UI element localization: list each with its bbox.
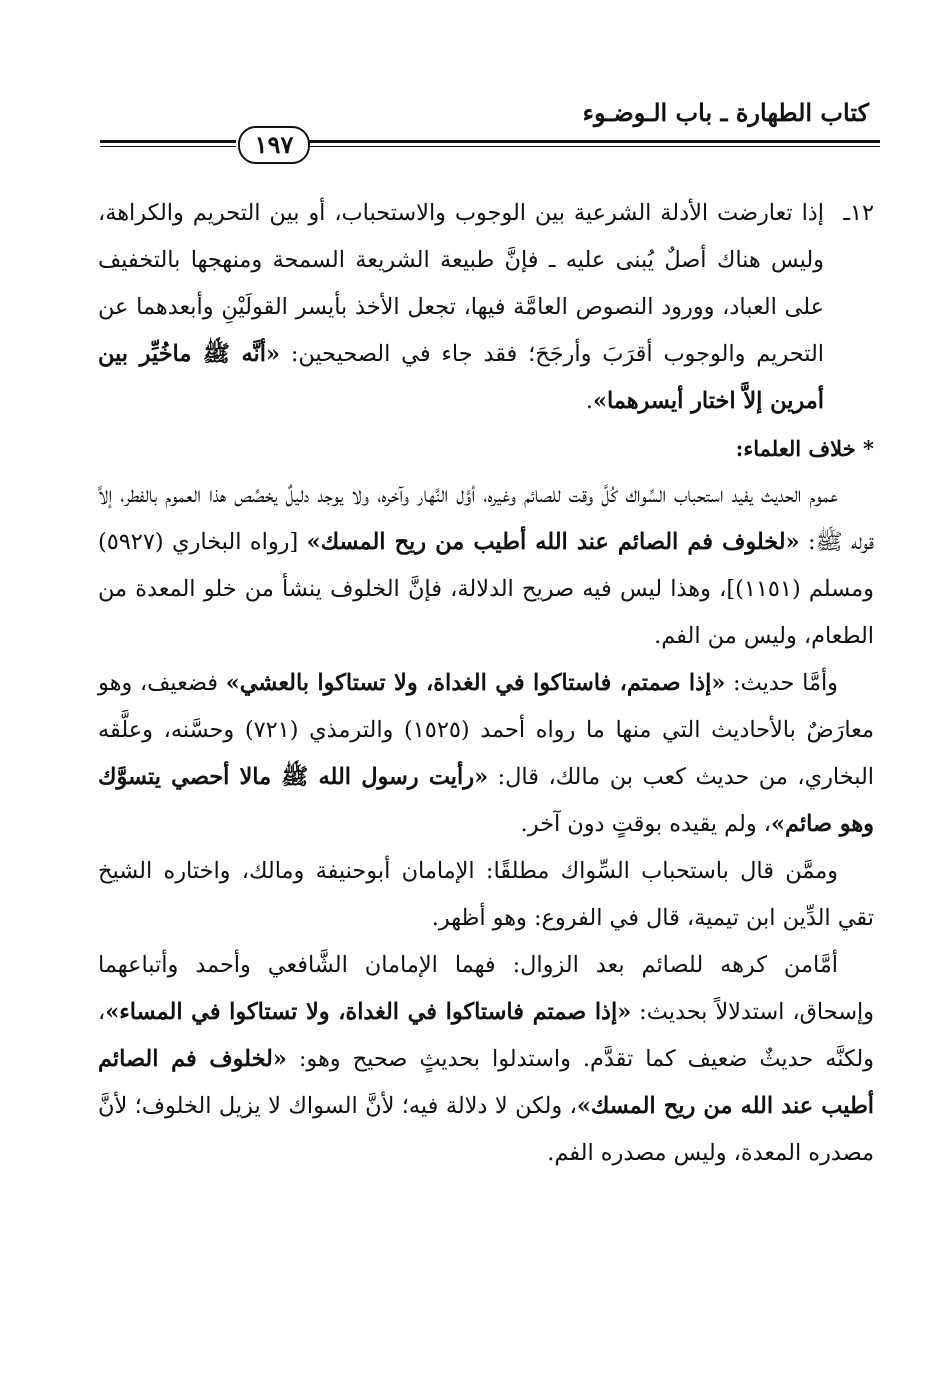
item-number: ١٢ـ — [843, 200, 874, 226]
running-header-title: كتاب الطهارة ـ باب الـوضـوء — [582, 98, 869, 127]
page-number: ١٩٧ — [238, 126, 310, 164]
p4-quote-2: «لخلوف فم الصائم أطيب عند الله من ريح المسك» — [98, 1046, 874, 1119]
header-rule-left — [100, 140, 236, 147]
item-12-quote: «أنَّه ﷺ ماخُيِّر بين أمرين إلاَّ اختار أيسرهما» — [98, 341, 824, 414]
p4-text-1: أمَّامن كرهه للصائم بعد الزوال: فهما الإمامان الشَّافعي وأحمد وأتباعهما وإسحاق، استدلالاً بحديث: — [98, 952, 874, 1025]
paragraph-1 — [98, 472, 874, 660]
p4-text-3: ، ولكن لا دلالة فيه؛ لأنَّ السواك لا يزيل الخلوف؛ لأنَّ مصدره المعدة، وليس مصدره الفم. — [98, 1093, 874, 1166]
p1-text-2: [رواه البخاري (٥٩٢٧) ومسلم (١١٥١)]، وهذا ليس فيه صريح الدلالة، فإنَّ الخلوف ينشأ من خلو المعدة من الطعام، وليس من الفم. — [98, 529, 874, 649]
header-rule-right — [308, 140, 880, 147]
paragraph-4 — [98, 942, 874, 1177]
p4-text-2: ، ولكنَّه حديثٌ ضعيف كما تقدَّم. واستدلوا بحديثٍ صحيح وهو: — [98, 999, 875, 1072]
p4-quote-1: «إذا صمتم فاستاكوا في الغداة، ولا تستاكوا في المساء» — [105, 999, 632, 1025]
p2-text-3: ، ولم يقيده بوقتٍ دون آخر. — [520, 811, 772, 837]
p2-quote-2: «رأيت رسول الله ﷺ مالا أحصي يتسوَّك وهو صائم» — [98, 764, 874, 837]
item-12-text-2: . — [585, 388, 593, 414]
paragraph-2 — [98, 660, 874, 848]
item-12-text-1: إذا تعارضت الأدلة الشرعية بين الوجوب والاستحباب، أو بين التحريم والكراهة، وليس هناك أصلٌ يُبنى عليه ـ فإنَّ طبيعة الشريعة السمحة ومنهجها بالتخفيف على العباد، وورود النصوص العامَّة فيها، تجعل الأخذ بأيسر القولَيْنِ وأبعدهما عن التحريم والوجوب أقرَبَ وأرجَحَ؛ فقد جاء في الصحيحين: — [98, 200, 824, 367]
section-heading: * خلاف العلماء: — [735, 436, 874, 461]
paragraph-3: وممَّن قال باستحباب السِّواك مطلقًا: الإمامان أبوحنيفة ومالك، واختاره الشيخ تقي الدِّين ابن تيمية، قال في الفروع: وهو أظهر. — [98, 858, 874, 931]
p2-text-1: وأمَّا حديث: — [725, 670, 838, 696]
item-12 — [98, 190, 874, 425]
p1-text-1: عموم الحديث يفيد استحباب السِّواك كُلَّ وقت للصائم وغيره، أوَّل النَّهار وآخره، ولا يوجد دليلٌ يخصِّص هذا العموم بالفطر، إلاَّ قوله ﷺ: — [98, 482, 874, 555]
p2-text-2: فضعيف، وهو معارَضٌ بالأحاديث التي منها ما رواه أحمد (١٥٢٥) والترمذي (٧٢١) وحسَّنه، وعلَّقه البخاري، من حديث كعب بن مالك، قال: — [98, 670, 874, 790]
page-body — [98, 190, 874, 1177]
p2-quote-1: «إذا صمتم، فاستاكوا في الغداة، ولا تستاكوا بالعشي» — [225, 670, 726, 696]
p1-quote: «لخلوف فم الصائم عند الله أطيب من ريح المسك» — [306, 529, 800, 555]
item-12-body — [98, 190, 874, 425]
